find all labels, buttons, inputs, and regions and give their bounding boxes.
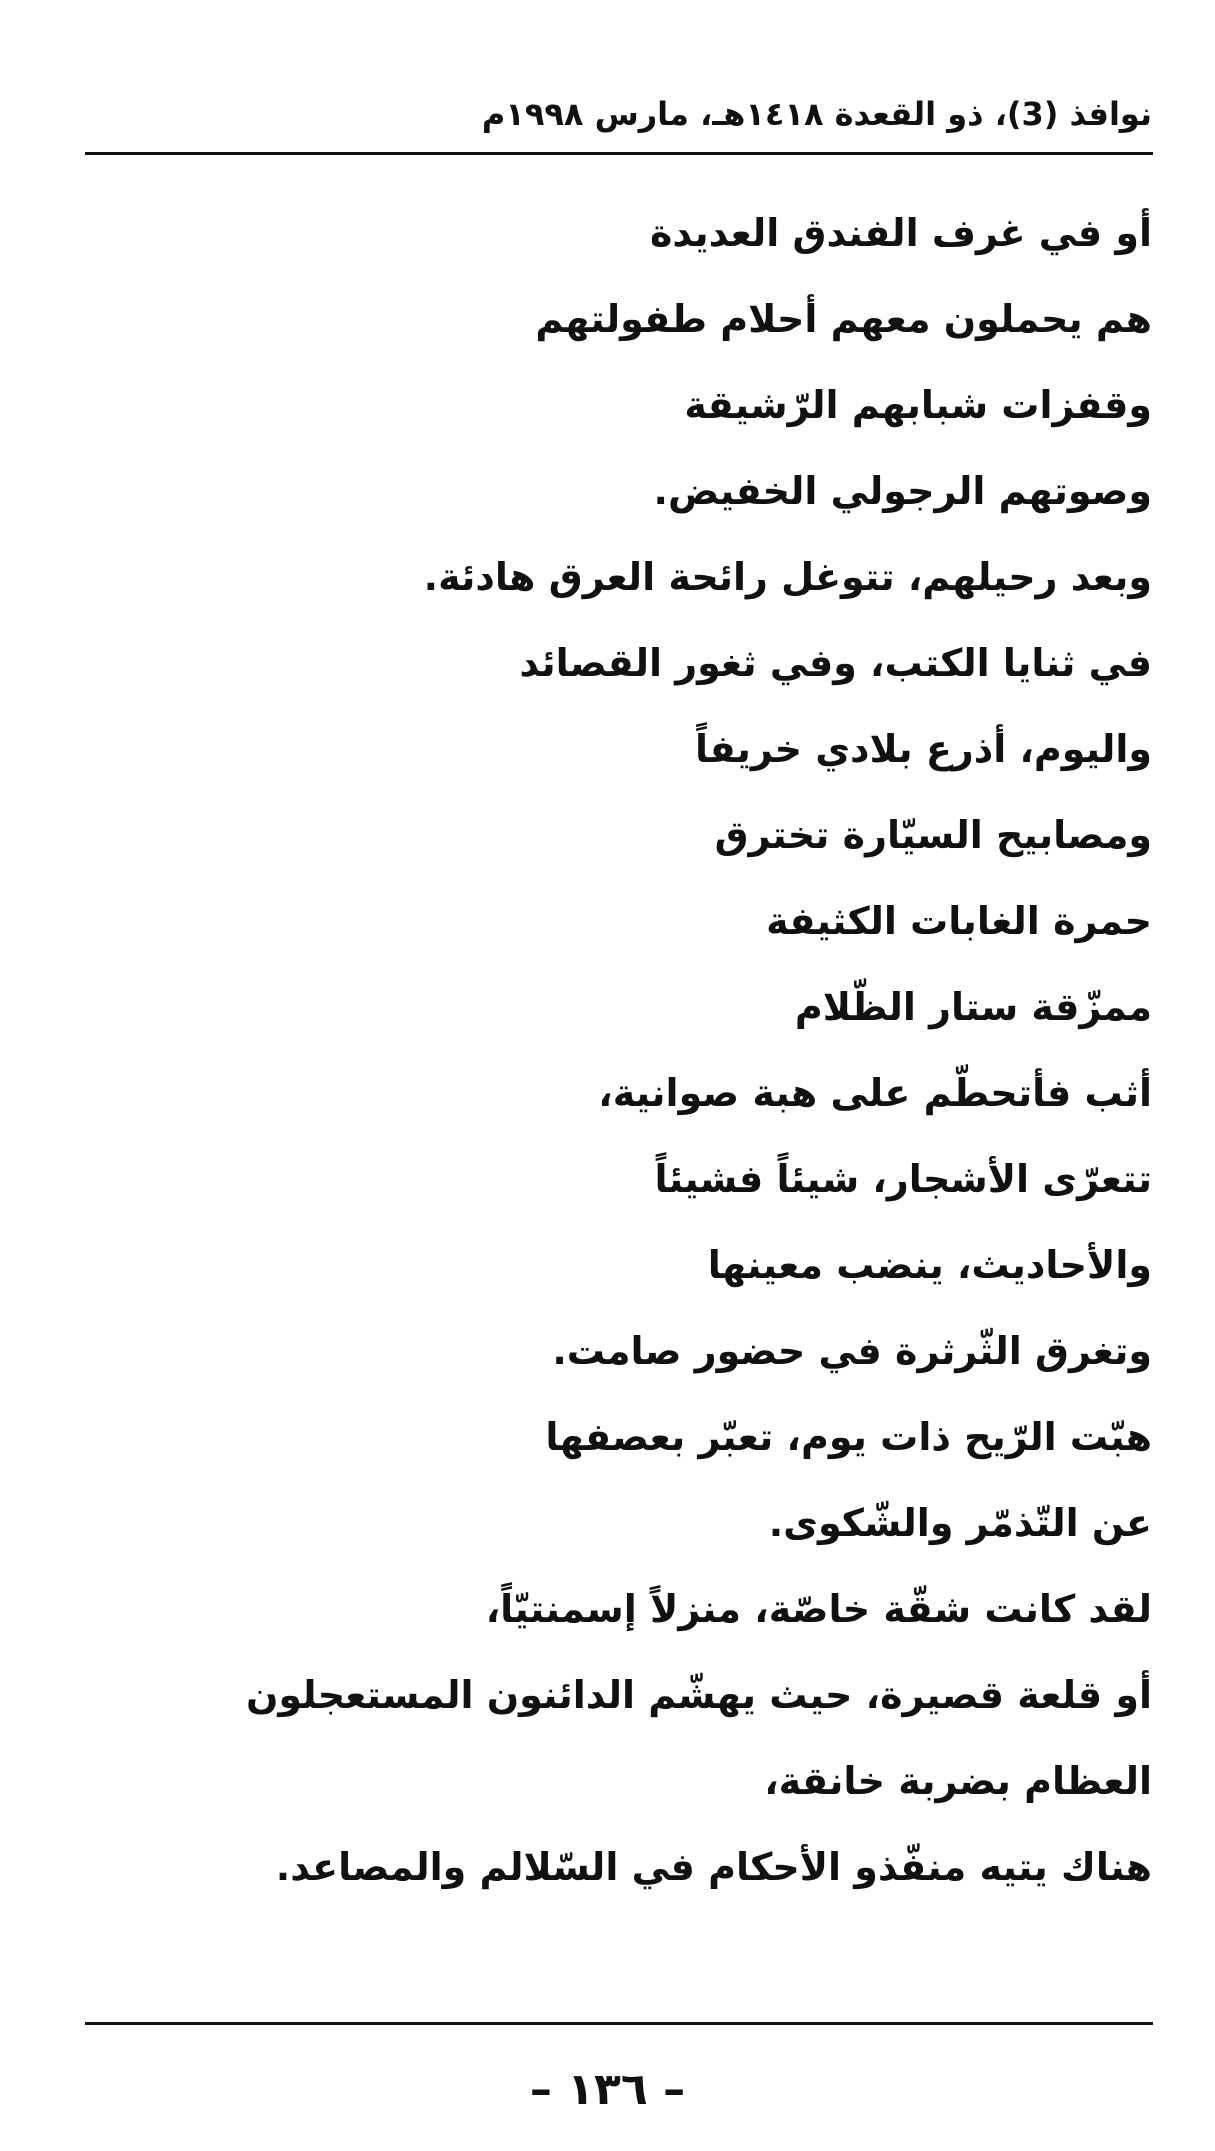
poem-line: هبّت الرّيح ذات يوم، تعبّر بعصفها [545,1415,1152,1459]
poem-line: أو قلعة قصيرة، حيث يهشّم الدائنون المستعجلون [245,1673,1152,1717]
page-number-dash: – [663,2064,686,2115]
poem-line: والأحاديث، ينضب معينها [707,1243,1152,1287]
poem-line: لقد كانت شقّة خاصّة، منزلاً إسمنتيّاً، [485,1587,1152,1631]
poem-line: ومصابيح السيّارة تخترق [714,813,1152,857]
poem-line: وصوتهم الرجولي الخفيض. [653,469,1152,513]
poem-line: في ثنايا الكتب، وفي ثغور القصائد [519,641,1152,685]
poem-line: تتعرّى الأشجار، شيئاً فشيئاً [654,1157,1152,1201]
poem-line: واليوم، أذرع بلادي خريفاً [695,727,1152,771]
poem-line: وقفزات شبابهم الرّشيقة [684,383,1152,427]
poem-line: أثب فأتحطّم على هبة صوانية، [598,1071,1152,1115]
poem-line: أو في غرف الفندق العديدة [649,211,1152,255]
page-number: ١٣٦ [567,2064,648,2115]
header-rule [85,152,1153,155]
poem-body [180,190,1152,1910]
poem-line: وتغرق الثّرثرة في حضور صامت. [552,1329,1152,1373]
poem-line: وبعد رحيلهم، تتوغل رائحة العرق هادئة. [423,555,1152,599]
poem-line: عن التّذمّر والشّكوى. [768,1501,1152,1545]
poem-line: ممزّقة ستار الظّلام [794,985,1152,1029]
footer-rule [85,2022,1153,2025]
page-number-dash: – [529,2064,552,2115]
running-header: نوافذ (3)، ذو القعدة ١٤١٨هـ، مارس ١٩٩٨م [481,95,1152,133]
poem-line: هم يحملون معهم أحلام طفولتهم [535,297,1152,341]
poem-line: العظام بضربة خانقة، [764,1759,1152,1803]
page-number-footer [0,2060,1215,2120]
poem-line: هناك يتيه منفّذو الأحكام في السّلالم والمصاعد. [275,1845,1152,1889]
poem-line: حمرة الغابات الكثيفة [766,899,1152,943]
